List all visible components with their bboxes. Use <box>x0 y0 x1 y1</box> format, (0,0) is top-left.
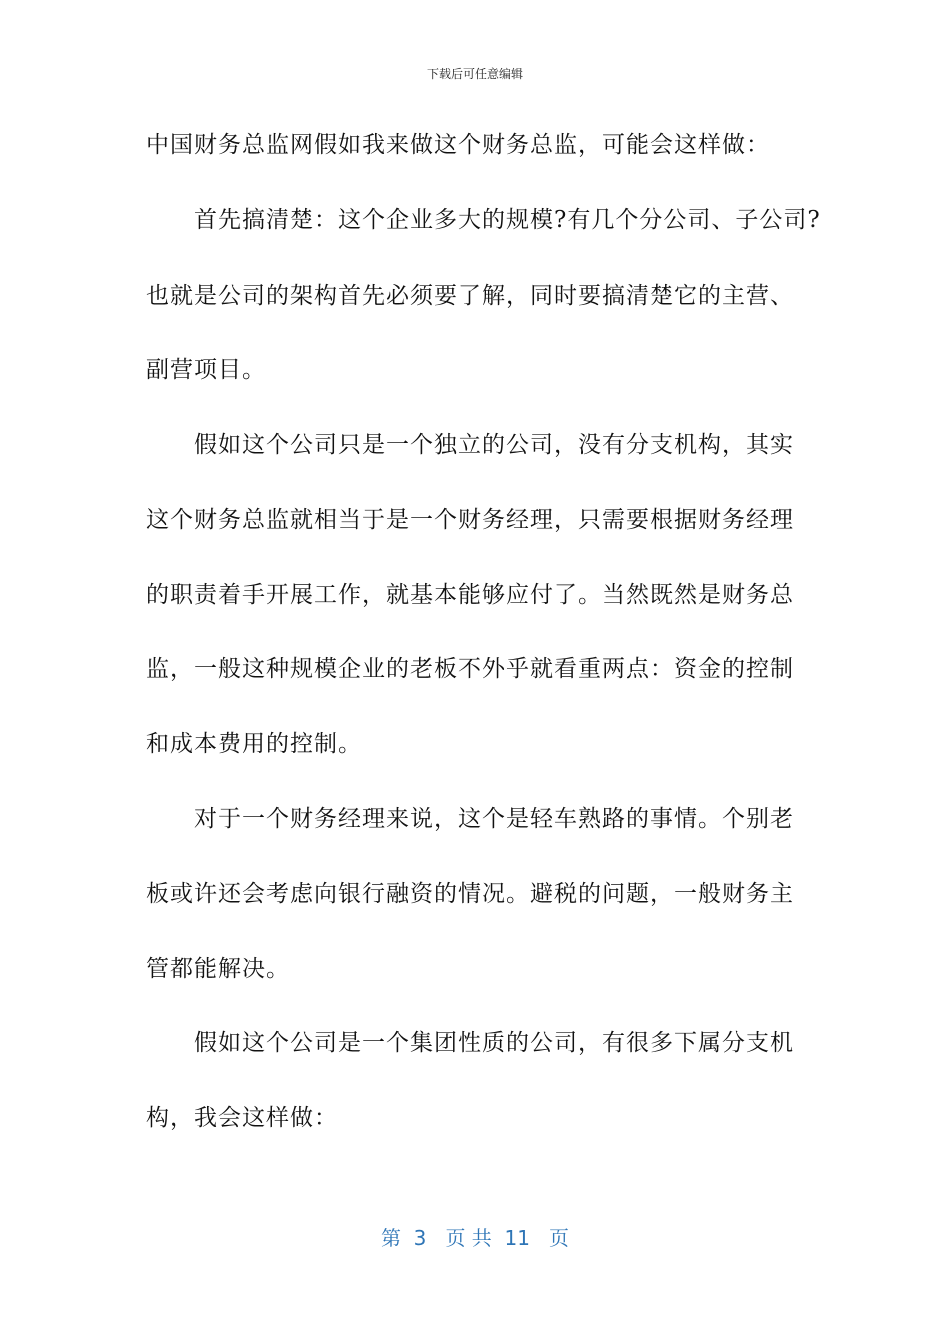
page-header: 下载后可任意编辑 <box>426 67 523 81</box>
paragraph-line: 副营项目。 <box>146 357 266 383</box>
paragraph-line: 也就是公司的架构首先必须要了解，同时要搞清楚它的主营、 <box>146 283 794 309</box>
paragraph-line: 对于一个财务经理来说，这个是轻车熟路的事情。个别老 <box>194 806 794 832</box>
paragraph-line: 这个财务总监就相当于是一个财务经理，只需要根据财务经理 <box>146 507 794 533</box>
paragraph-line: 板或许还会考虑向银行融资的情况。避税的问题，一般财务主 <box>146 881 794 907</box>
paragraph-line: 构，我会这样做： <box>146 1105 338 1131</box>
paragraph-line: 监，一般这种规模企业的老板不外乎就看重两点：资金的控制 <box>146 656 794 682</box>
paragraph-line: 假如这个公司只是一个独立的公司，没有分支机构，其实 <box>194 432 794 458</box>
page-number-footer: 第 3 页 共 11 页 <box>380 1226 570 1250</box>
paragraph-line: 管都能解决。 <box>146 956 290 982</box>
paragraph-line: 中国财务总监网假如我来做这个财务总监，可能会这样做： <box>146 132 770 158</box>
paragraph-line: 假如这个公司是一个集团性质的公司，有很多下属分支机 <box>194 1030 794 1056</box>
paragraph-line: 和成本费用的控制。 <box>146 731 362 757</box>
paragraph-line: 的职责着手开展工作，就基本能够应付了。当然既然是财务总 <box>146 582 794 608</box>
paragraph-line: 首先搞清楚：这个企业多大的规模?有几个分公司、子公司? <box>194 207 821 233</box>
